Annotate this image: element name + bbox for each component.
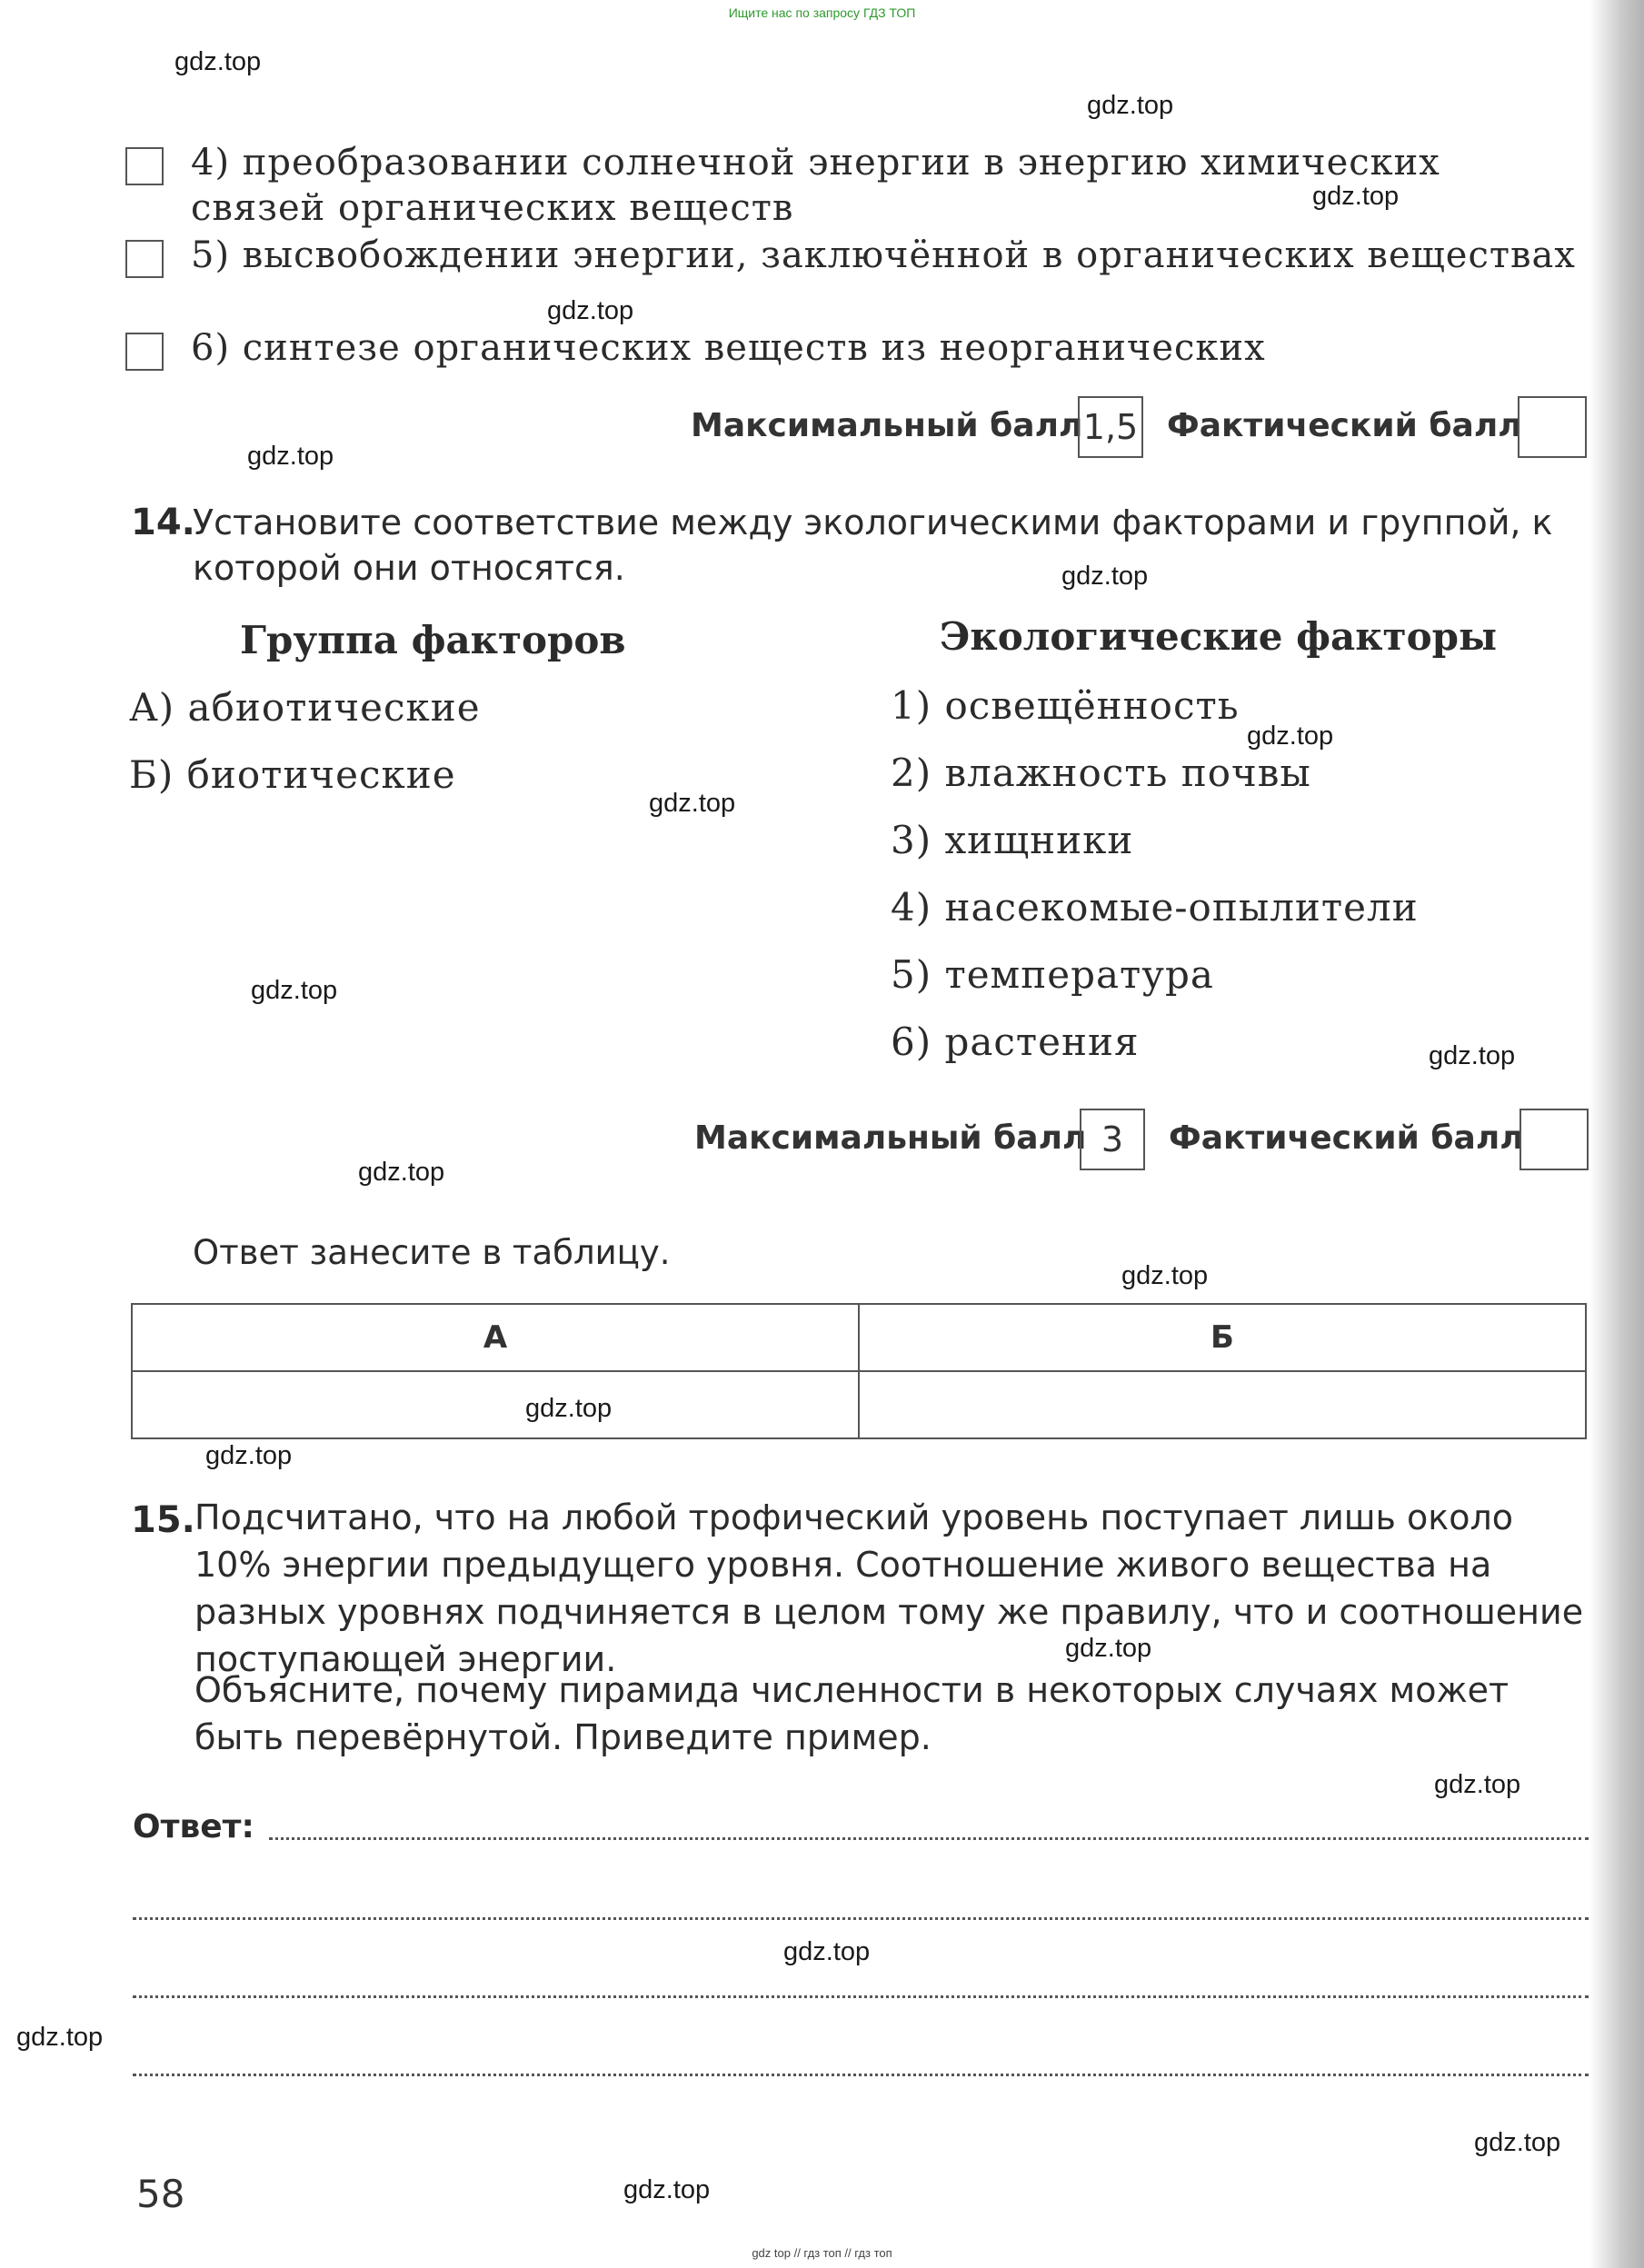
answer-line[interactable] — [269, 1837, 1589, 1840]
factor-item: 4) насекомые-опылители — [891, 885, 1419, 930]
factor-item: 1) освещённость — [891, 683, 1240, 728]
watermark: gdz.top — [623, 2175, 711, 2204]
watermark: gdz.top — [1061, 562, 1149, 591]
watermark: gdz.top — [783, 1937, 871, 1966]
question-text: Установите соответствие между экологическими факторами и группой, к которой они относятся. — [193, 502, 1553, 588]
answer-label: Ответ: — [133, 1808, 254, 1845]
right-column-header: Экологические факторы — [940, 614, 1498, 659]
answer-line[interactable] — [133, 1917, 1589, 1920]
watermark: gdz.top — [1121, 1261, 1209, 1290]
option-checkbox[interactable] — [125, 240, 164, 278]
answer-line[interactable] — [133, 1995, 1589, 1998]
option-checkbox[interactable] — [125, 333, 164, 371]
watermark: gdz.top — [1087, 91, 1174, 120]
option-text: 6) синтезе органических веществ из неорганических — [191, 327, 1266, 369]
actual-score-field[interactable] — [1519, 1109, 1589, 1170]
watermark: gdz.top — [547, 296, 634, 325]
table-header-a: А — [132, 1304, 859, 1371]
actual-score-field[interactable] — [1518, 396, 1587, 458]
watermark: gdz.top — [649, 789, 736, 818]
actual-score-label: Фактический балл — [1169, 1119, 1524, 1157]
answer-cell-a[interactable] — [132, 1371, 859, 1438]
option-text: 4) преобразовании солнечной энергии в энергию химических связей органических веществ — [191, 142, 1440, 229]
score-row-q13 — [691, 396, 1587, 462]
factor-item: 2) влажность почвы — [891, 751, 1311, 795]
factor-item: 5) температура — [891, 952, 1214, 997]
max-score-label: Максимальный балл — [691, 407, 1083, 444]
question-text: Подсчитано, что на любой трофический уровень поступает лишь около 10% энергии предыдущего уровня. Соотношение живого вещества на разных уровнях подчиняется в целом тому же правилу, что и соотношение поступающей энергии. — [194, 1497, 1584, 1679]
watermark: gdz.top — [1474, 2128, 1561, 2157]
answer-cell-b[interactable] — [859, 1371, 1586, 1438]
max-score-label: Максимальный балл — [694, 1119, 1087, 1157]
table-instruction: Ответ занесите в таблицу. — [193, 1233, 671, 1272]
factor-item: 3) хищники — [891, 818, 1134, 862]
max-score-value: 3 — [1080, 1109, 1145, 1170]
watermark: gdz.top — [174, 47, 262, 76]
watermark: gdz.top — [1247, 721, 1334, 751]
group-item: А) абиотические — [129, 685, 481, 730]
option-checkbox[interactable] — [125, 147, 164, 185]
watermark: gdz.top — [251, 976, 338, 1005]
score-row-q14 — [694, 1109, 1589, 1174]
watermark: gdz.top — [1434, 1770, 1521, 1799]
question-task: Объясните, почему пирамида численности в некоторых случаях может быть перевёрнутой. Приведите пример. — [194, 1670, 1509, 1757]
header-note: Ищите нас по запросу ГДЗ ТОП — [728, 5, 916, 20]
watermark: gdz.top — [1312, 182, 1400, 211]
page-edge-shadow — [1589, 0, 1644, 2268]
watermark: gdz.top — [1429, 1041, 1516, 1070]
left-column-header: Группа факторов — [240, 618, 626, 662]
group-item: Б) биотические — [129, 752, 456, 797]
answer-table — [131, 1303, 1587, 1439]
question-number: 15. — [131, 1499, 195, 1541]
watermark: gdz.top — [205, 1441, 293, 1470]
answer-line[interactable] — [133, 2074, 1589, 2076]
actual-score-label: Фактический балл — [1167, 407, 1522, 444]
footer-note: gdz top // гдз топ // гдз топ — [752, 2246, 892, 2260]
table-header-b: Б — [859, 1304, 1586, 1371]
watermark: gdz.top — [1065, 1634, 1152, 1663]
watermark: gdz.top — [525, 1394, 613, 1423]
question-number: 14. — [131, 502, 195, 543]
max-score-value: 1,5 — [1078, 396, 1143, 458]
page-number: 58 — [136, 2172, 185, 2216]
option-text: 5) высвобождении энергии, заключённой в органических веществах — [191, 234, 1576, 276]
factor-item: 6) растения — [891, 1020, 1140, 1064]
watermark: gdz.top — [358, 1158, 445, 1187]
watermark: gdz.top — [16, 2023, 104, 2052]
watermark: gdz.top — [247, 442, 334, 471]
